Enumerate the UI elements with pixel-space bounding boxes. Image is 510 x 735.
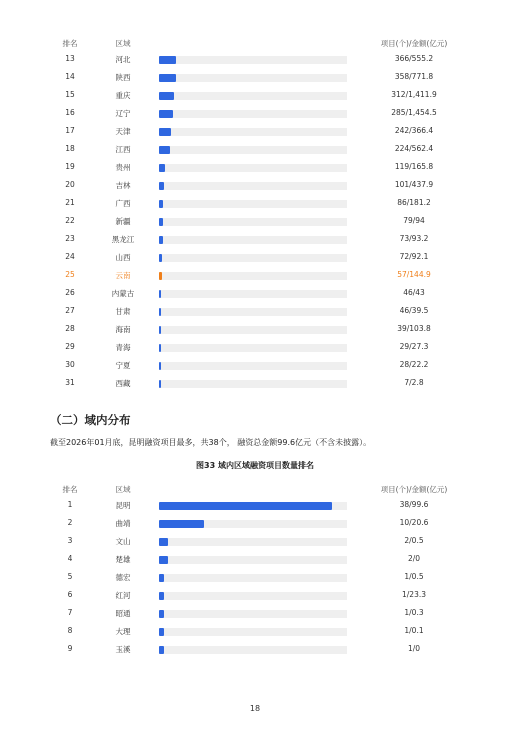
- table-body: [50, 51, 470, 393]
- table-row: [50, 375, 470, 393]
- bar-fill: [159, 520, 204, 528]
- rank-cell: 7: [67, 608, 73, 617]
- rank-cell: 5: [67, 572, 73, 581]
- value-cell: 242/366.4: [394, 126, 434, 135]
- value-cell: 358/771.8: [394, 72, 434, 81]
- value-cell: 2/0: [407, 554, 421, 563]
- table-row: [50, 69, 470, 87]
- rank-cell: 25: [65, 270, 75, 279]
- value-cell: 366/555.2: [394, 54, 434, 63]
- bar-fill: [159, 592, 164, 600]
- value-cell: 1/0.5: [404, 572, 424, 581]
- bar-track: [159, 164, 347, 172]
- rank-cell: 21: [65, 198, 75, 207]
- region-cell: 黑龙江: [111, 235, 135, 244]
- bar-fill: [159, 380, 161, 388]
- bar-track: [159, 182, 347, 190]
- rank-cell: 8: [67, 626, 73, 635]
- table-row: [50, 551, 470, 569]
- rank-cell: 16: [65, 108, 75, 117]
- bar-track: [159, 344, 347, 352]
- value-cell: 46/43: [403, 288, 425, 297]
- value-cell: 1/23.3: [402, 590, 426, 599]
- region-cell: 陕西: [115, 73, 131, 82]
- bar-fill: [159, 574, 164, 582]
- bar-fill: [159, 628, 164, 636]
- bar-track: [159, 574, 347, 582]
- value-cell: 285/1,454.5: [391, 108, 437, 117]
- rank-cell: 2: [67, 518, 73, 527]
- bar-track: [159, 110, 347, 118]
- region-cell: 新疆: [115, 217, 131, 226]
- value-cell: 119/165.8: [394, 162, 434, 171]
- bar-fill: [159, 164, 165, 172]
- bar-track: [159, 236, 347, 244]
- rank-cell: 17: [65, 126, 75, 135]
- region-header: 区域: [115, 485, 131, 494]
- bar-fill: [159, 290, 161, 298]
- table-row: [50, 141, 470, 159]
- table-row: [50, 587, 470, 605]
- bar-fill: [159, 92, 174, 100]
- region-header: 区域: [115, 39, 131, 48]
- region-cell: 贵州: [115, 163, 131, 172]
- bar-track: [159, 520, 347, 528]
- value-cell: 1/0: [407, 644, 421, 653]
- value-cell: 46/39.5: [399, 306, 429, 315]
- bar-fill: [159, 200, 163, 208]
- bar-fill: [159, 344, 161, 352]
- table-row: [50, 303, 470, 321]
- table-row: [50, 51, 470, 69]
- local-ranking-table: [50, 481, 470, 659]
- table-row: [50, 623, 470, 641]
- rank-cell: 31: [65, 378, 75, 387]
- bar-fill: [159, 236, 163, 244]
- region-cell: 曲靖: [115, 519, 131, 528]
- page-number: 18: [249, 704, 261, 713]
- bar-fill: [159, 272, 162, 280]
- region-cell: 内蒙古: [111, 289, 135, 298]
- rank-cell: 30: [65, 360, 75, 369]
- table-row: [50, 339, 470, 357]
- region-cell: 文山: [115, 537, 131, 546]
- table-row: [50, 87, 470, 105]
- bar-fill: [159, 56, 176, 64]
- table-row: [50, 123, 470, 141]
- bar-fill: [159, 74, 176, 82]
- bar-track: [159, 610, 347, 618]
- region-cell: 辽宁: [115, 109, 131, 118]
- rank-cell: 23: [65, 234, 75, 243]
- bar-track: [159, 74, 347, 82]
- bar-track: [159, 290, 347, 298]
- bar-fill: [159, 362, 161, 370]
- table-row: [50, 569, 470, 587]
- region-cell: 吉林: [115, 181, 131, 190]
- value-cell: 2/0.5: [404, 536, 424, 545]
- value-cell: 29/27.3: [399, 342, 429, 351]
- region-cell: 江西: [115, 145, 131, 154]
- table-row: [50, 285, 470, 303]
- bar-fill: [159, 502, 332, 510]
- bar-fill: [159, 218, 163, 226]
- table-row: [50, 177, 470, 195]
- rank-cell: 3: [67, 536, 73, 545]
- bar-track: [159, 556, 347, 564]
- value-header: 项目(个)/金额(亿元): [380, 39, 448, 48]
- region-cell: 德宏: [115, 573, 131, 582]
- table-row: [50, 159, 470, 177]
- value-cell: 79/94: [403, 216, 425, 225]
- table-row: [50, 231, 470, 249]
- bar-fill: [159, 308, 161, 316]
- rank-cell: 15: [65, 90, 75, 99]
- table-row: [50, 267, 470, 285]
- region-cell: 西藏: [115, 379, 131, 388]
- rank-cell: 26: [65, 288, 75, 297]
- region-cell: 青海: [115, 343, 131, 352]
- region-cell: 广西: [115, 199, 131, 208]
- bar-track: [159, 308, 347, 316]
- value-cell: 86/181.2: [397, 198, 431, 207]
- bar-track: [159, 200, 347, 208]
- rank-cell: 14: [65, 72, 75, 81]
- region-cell: 海南: [115, 325, 131, 334]
- region-cell: 山西: [115, 253, 131, 262]
- bar-track: [159, 272, 347, 280]
- table-row: [50, 497, 470, 515]
- rank-cell: 28: [65, 324, 75, 333]
- bar-fill: [159, 646, 164, 654]
- bar-track: [159, 380, 347, 388]
- table-row: [50, 641, 470, 659]
- bar-fill: [159, 110, 173, 118]
- table-row: [50, 195, 470, 213]
- region-cell: 昆明: [115, 501, 131, 510]
- region-cell: 天津: [115, 127, 131, 136]
- bar-fill: [159, 556, 168, 564]
- value-cell: 39/103.8: [397, 324, 431, 333]
- region-cell: 昭通: [115, 609, 131, 618]
- rank-header: 排名: [62, 485, 78, 494]
- table-header: [50, 481, 470, 497]
- bar-track: [159, 502, 347, 510]
- bar-fill: [159, 128, 171, 136]
- value-cell: 38/99.6: [399, 500, 429, 509]
- table-row: [50, 249, 470, 267]
- value-cell: 28/22.2: [399, 360, 429, 369]
- table-row: [50, 105, 470, 123]
- region-cell: 楚雄: [115, 555, 131, 564]
- bar-track: [159, 92, 347, 100]
- value-cell: 73/93.2: [399, 234, 429, 243]
- table-body: [50, 497, 470, 659]
- rank-cell: 27: [65, 306, 75, 315]
- rank-cell: 4: [67, 554, 73, 563]
- region-cell: 河北: [115, 55, 131, 64]
- rank-cell: 13: [65, 54, 75, 63]
- bar-fill: [159, 610, 164, 618]
- region-cell: 玉溪: [115, 645, 131, 654]
- value-cell: 57/144.9: [397, 270, 431, 279]
- region-cell: 甘肃: [115, 307, 131, 316]
- region-cell: 红河: [115, 591, 131, 600]
- table-row: [50, 213, 470, 231]
- value-cell: 72/92.1: [399, 252, 429, 261]
- bar-track: [159, 146, 347, 154]
- value-cell: 101/437.9: [394, 180, 434, 189]
- region-cell: 重庆: [115, 91, 131, 100]
- bar-track: [159, 218, 347, 226]
- rank-cell: 18: [65, 144, 75, 153]
- region-cell: 宁夏: [115, 361, 131, 370]
- value-cell: 1/0.3: [404, 608, 424, 617]
- provincial-ranking-table: [50, 35, 470, 393]
- value-header: 项目(个)/金额(亿元): [380, 485, 448, 494]
- table-row: [50, 515, 470, 533]
- value-cell: 7/2.8: [404, 378, 424, 387]
- table-row: [50, 321, 470, 339]
- rank-header: 排名: [62, 39, 78, 48]
- value-cell: 10/20.6: [399, 518, 429, 527]
- value-cell: 224/562.4: [394, 144, 434, 153]
- rank-cell: 24: [65, 252, 75, 261]
- rank-cell: 9: [67, 644, 73, 653]
- rank-cell: 22: [65, 216, 75, 225]
- bar-fill: [159, 538, 168, 546]
- bar-track: [159, 646, 347, 654]
- value-cell: 312/1,411.9: [391, 90, 437, 99]
- section-paragraph: 截至2026年01月底，昆明融资项目最多，共38个， 融资总金额99.6亿元（不含未披露）。: [50, 438, 372, 447]
- bar-fill: [159, 326, 161, 334]
- bar-track: [159, 592, 347, 600]
- figure-caption: 图33 域内区域融资项目数量排名: [196, 461, 314, 470]
- bar-track: [159, 538, 347, 546]
- table-row: [50, 605, 470, 623]
- region-cell: 云南: [115, 271, 131, 280]
- rank-cell: 29: [65, 342, 75, 351]
- section-heading: （二）域内分布: [50, 413, 131, 427]
- table-header: [50, 35, 470, 51]
- rank-cell: 19: [65, 162, 75, 171]
- table-row: [50, 533, 470, 551]
- rank-cell: 6: [67, 590, 73, 599]
- value-cell: 1/0.1: [404, 626, 424, 635]
- bar-track: [159, 326, 347, 334]
- bar-track: [159, 628, 347, 636]
- rank-cell: 1: [67, 500, 73, 509]
- rank-cell: 20: [65, 180, 75, 189]
- bar-track: [159, 254, 347, 262]
- bar-track: [159, 362, 347, 370]
- bar-track: [159, 56, 347, 64]
- bar-fill: [159, 146, 170, 154]
- bar-fill: [159, 254, 162, 262]
- region-cell: 大理: [115, 627, 131, 636]
- bar-fill: [159, 182, 164, 190]
- bar-track: [159, 128, 347, 136]
- table-row: [50, 357, 470, 375]
